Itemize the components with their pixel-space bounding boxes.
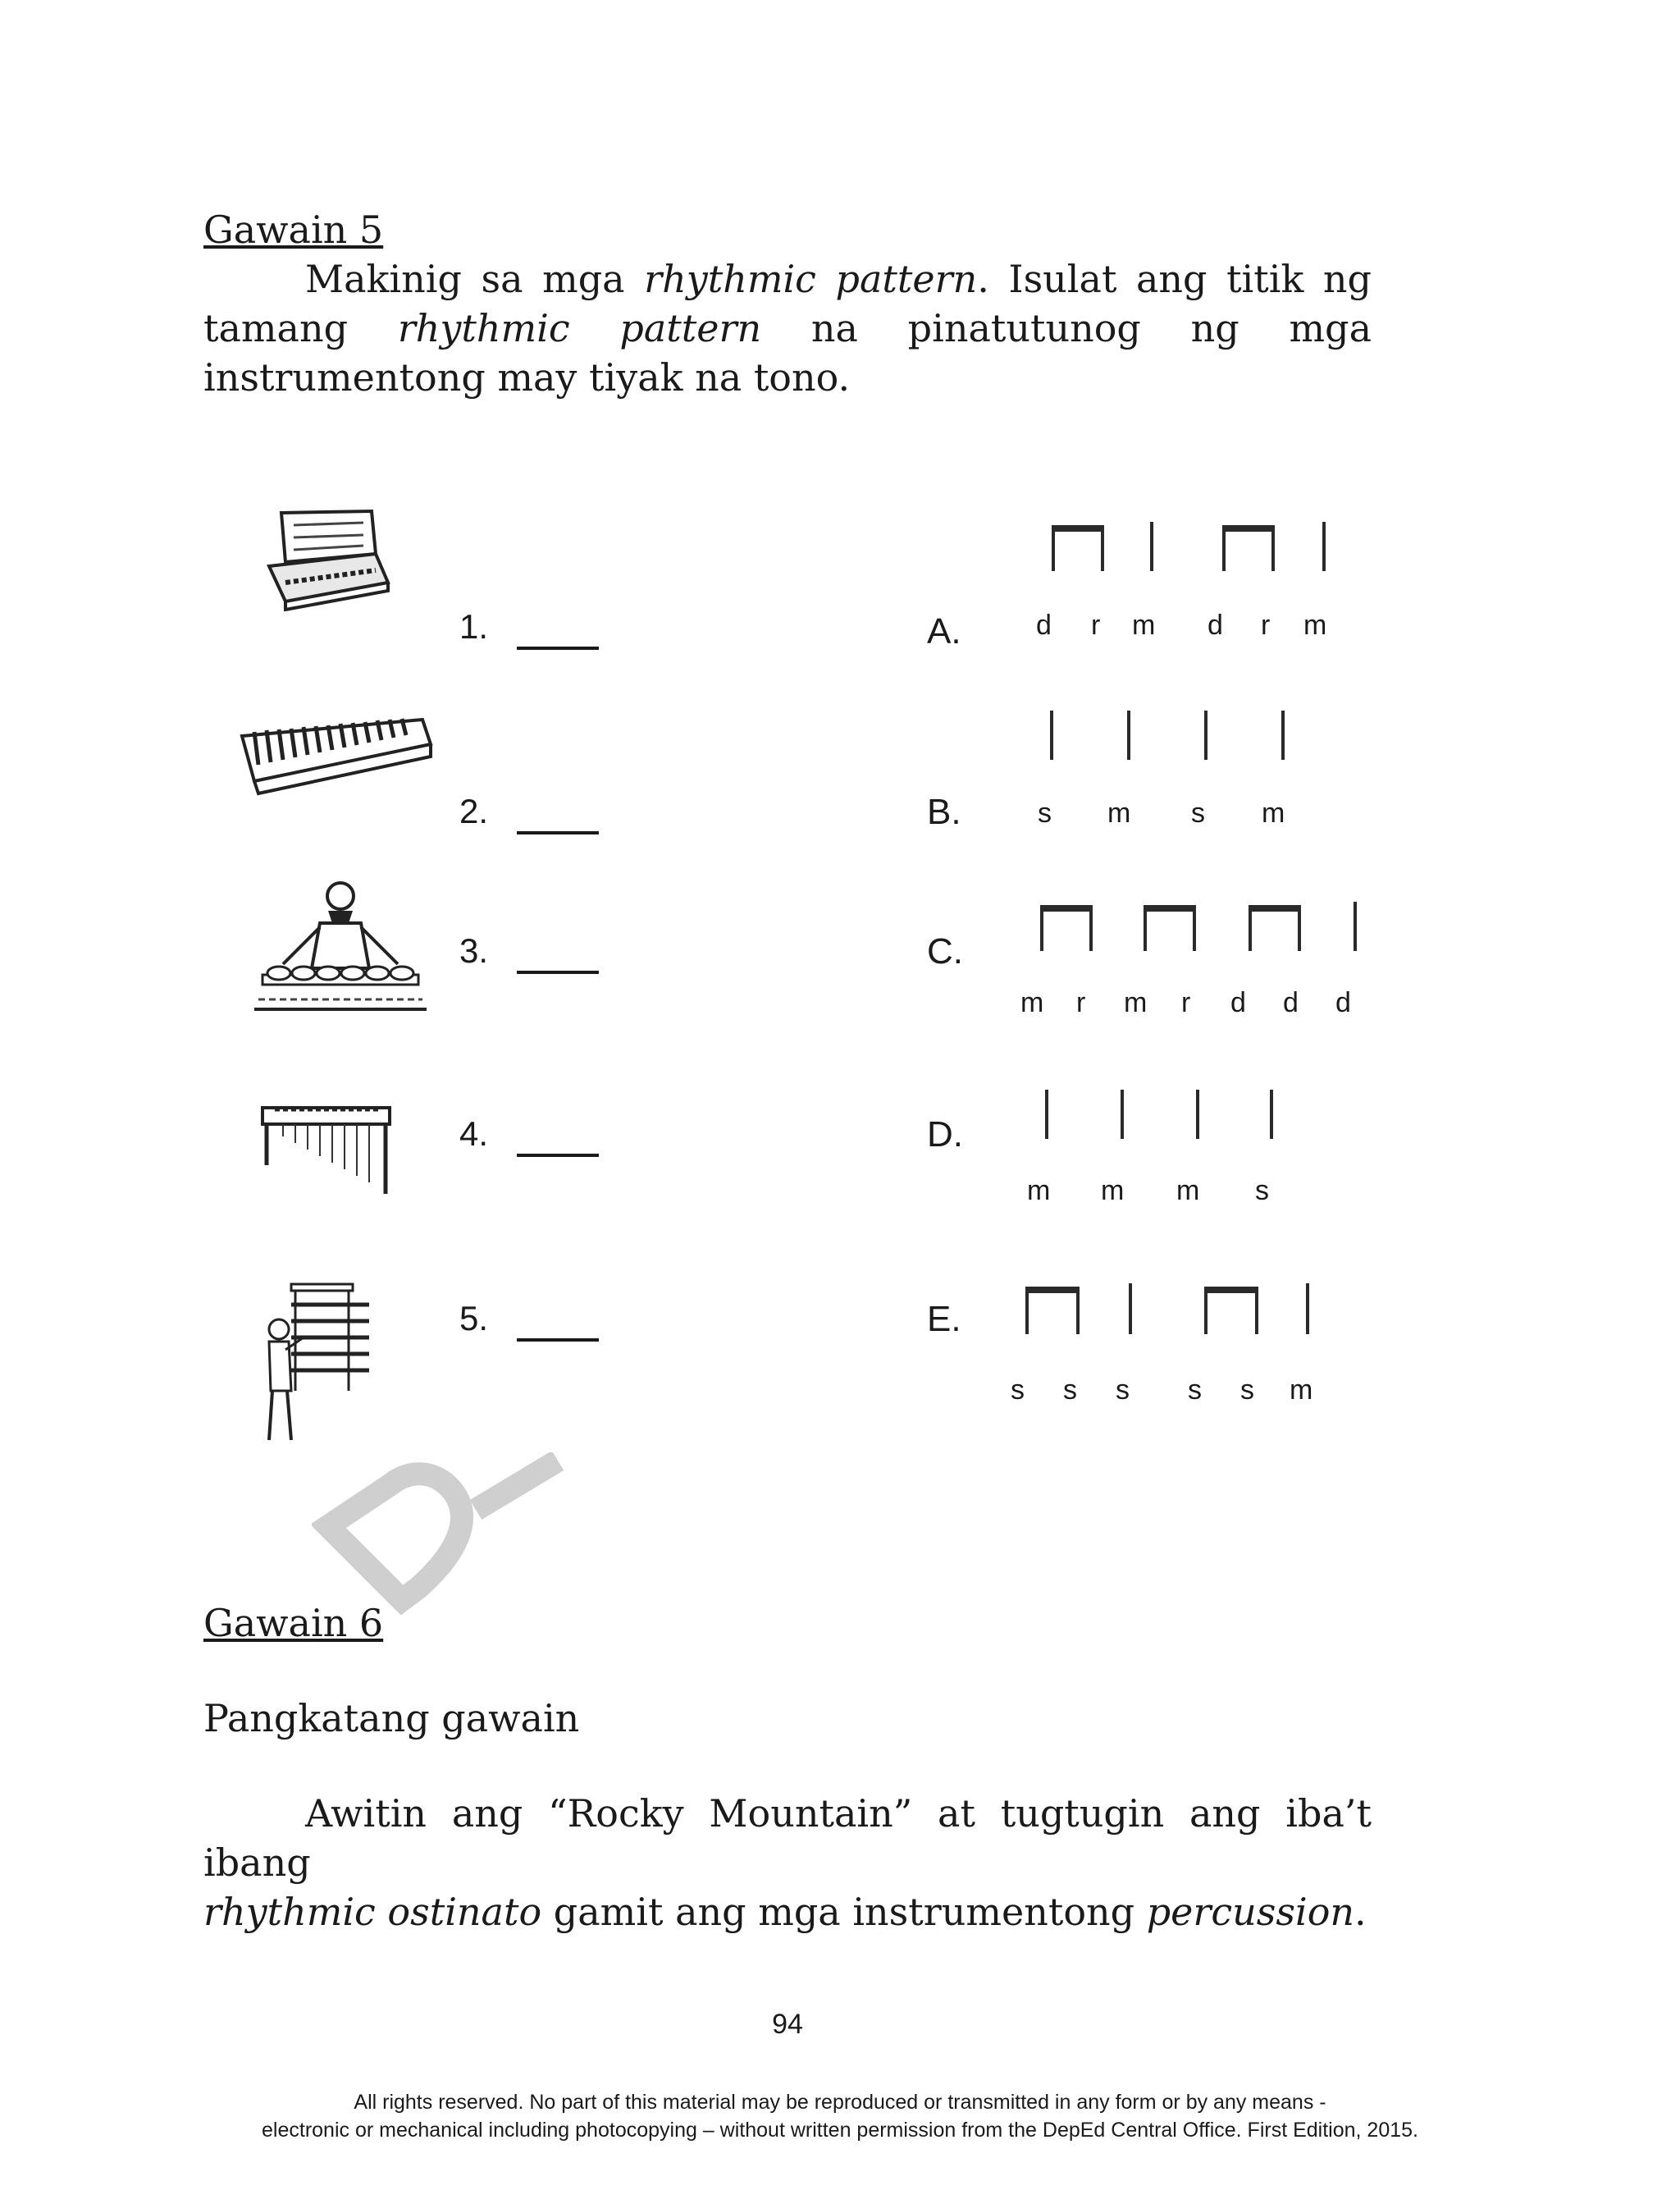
eighth-pair-beam [1249, 905, 1301, 912]
solfege-syllable: m [1132, 610, 1156, 641]
quarter-stem [1270, 1090, 1273, 1139]
bell-lyre-player-icon [254, 1276, 377, 1448]
choice-letter: A. [927, 611, 961, 652]
note-stem [1298, 905, 1301, 951]
footer-line-1: All rights reserved. No part of this material may be reproduced or transmitted in any form or by any means - [354, 2091, 1326, 2114]
solfege-syllable: d [1230, 987, 1246, 1018]
choice-letter: B. [927, 792, 961, 832]
kulintang-player-icon [250, 878, 431, 1022]
page-number: 94 [772, 2009, 803, 2040]
solfege-syllable: m [1020, 987, 1044, 1018]
solfege-syllable: d [1208, 610, 1223, 641]
solfege-syllable: m [1101, 1175, 1125, 1206]
quarter-stem [1196, 1090, 1199, 1139]
instruction-text: . Isulat ang titik ng tamang [203, 257, 1372, 350]
answer-blank-3[interactable] [517, 971, 599, 974]
note-stem [1025, 1287, 1029, 1334]
quarter-stem [1045, 1090, 1048, 1139]
note-stem [1193, 905, 1196, 951]
eighth-pair-beam [1222, 525, 1275, 532]
solfege-syllable: r [1076, 987, 1086, 1018]
quarter-stem [1354, 902, 1357, 951]
quarter-stem [1127, 711, 1130, 760]
quarter-stem [1281, 711, 1285, 760]
choice-letter: E. [927, 1299, 961, 1339]
solfege-syllable: d [1283, 987, 1299, 1018]
note-stem [1144, 905, 1147, 951]
solfege-syllable: r [1181, 987, 1191, 1018]
gawain5-instruction-text [203, 254, 1372, 402]
eighth-pair-beam [1204, 1287, 1258, 1293]
italic-term: rhythmic pattern [644, 257, 978, 301]
gawain6-subheading: Pangkatang gawain [203, 1696, 580, 1740]
answer-blank-2[interactable] [517, 831, 599, 834]
quarter-stem [1204, 711, 1208, 760]
gawain6-line-2 [203, 1887, 1372, 1936]
note-stem [1271, 525, 1275, 571]
note-stem [1249, 905, 1252, 951]
solfege-syllable: s [1011, 1374, 1025, 1406]
note-stem [1255, 1287, 1258, 1334]
marimba-icon [258, 1104, 394, 1198]
solfege-syllable: r [1091, 610, 1101, 641]
quarter-stem [1322, 522, 1326, 571]
solfege-syllable: d [1335, 987, 1351, 1018]
item-number: 2. [459, 792, 489, 830]
solfege-syllable: s [1191, 798, 1205, 829]
note-stem [1222, 525, 1226, 571]
eighth-pair-beam [1025, 1287, 1080, 1293]
note-stem [1101, 525, 1104, 571]
solfege-syllable: s [1116, 1374, 1130, 1406]
solfege-syllable: m [1124, 987, 1148, 1018]
note-stem [1204, 1287, 1208, 1334]
italic-term: rhythmic ostinato [203, 1890, 542, 1934]
eighth-pair-beam [1052, 525, 1104, 532]
gawain5-paragraph [203, 254, 1372, 402]
xylophone-icon [238, 707, 435, 798]
item-number: 1. [459, 607, 489, 646]
quarter-stem [1121, 1090, 1124, 1139]
note-stem [1052, 525, 1055, 571]
italic-term: percussion [1146, 1890, 1355, 1934]
solfege-syllable: s [1255, 1175, 1269, 1206]
answer-blank-4[interactable] [517, 1154, 599, 1157]
item-number: 3. [459, 931, 489, 970]
quarter-stem [1050, 711, 1053, 760]
footer-line-2: electronic or mechanical including photocopying – without written permission from the DepEd Central Office. First Edition, 2015. [262, 2119, 1418, 2142]
copyright-footer [0, 2088, 1680, 2144]
solfege-syllable: s [1240, 1374, 1254, 1406]
solfege-syllable: m [1107, 798, 1131, 829]
eighth-pair-beam [1040, 905, 1093, 912]
solfege-syllable: m [1027, 1175, 1051, 1206]
gawain6-instruction [203, 1789, 1372, 1936]
instruction-text: Makinig sa mga [305, 257, 645, 301]
solfege-syllable: s [1188, 1374, 1202, 1406]
note-stem [1040, 905, 1043, 951]
solfege-syllable: s [1038, 798, 1052, 829]
solfege-syllable: m [1290, 1374, 1313, 1406]
gawain6-heading: Gawain 6 [203, 1601, 384, 1645]
solfege-syllable: d [1036, 610, 1052, 641]
answer-blank-5[interactable] [517, 1338, 599, 1342]
eighth-pair-beam [1144, 905, 1196, 912]
choice-letter: D. [927, 1114, 963, 1154]
draft-watermark [312, 1452, 591, 1616]
instruction-text: . [1354, 1890, 1367, 1934]
quarter-stem [1129, 1283, 1132, 1334]
note-stem [1089, 905, 1093, 951]
quarter-stem [1306, 1283, 1309, 1334]
gawain6-line-1: Awitin ang “Rocky Mountain” at tugtugin ang iba’t ibang [203, 1791, 1372, 1885]
harmonium-icon [261, 505, 392, 611]
solfege-syllable: s [1063, 1374, 1077, 1406]
instruction-text: na pinatutunog ng mga instrumentong may tiyak na tono. [203, 306, 1372, 400]
solfege-syllable: m [1176, 1175, 1200, 1206]
answer-blank-1[interactable] [517, 647, 599, 650]
solfege-syllable: r [1261, 610, 1271, 641]
gawain5-heading: Gawain 5 [203, 208, 384, 252]
note-stem [1076, 1287, 1080, 1334]
item-number: 4. [459, 1114, 489, 1153]
solfege-syllable: m [1303, 610, 1327, 641]
choice-letter: C. [927, 931, 963, 972]
italic-term: rhythmic pattern [397, 306, 762, 350]
instruction-text: gamit ang mga instrumentong [541, 1890, 1147, 1934]
quarter-stem [1150, 522, 1153, 571]
item-number: 5. [459, 1299, 489, 1337]
solfege-syllable: m [1262, 798, 1285, 829]
